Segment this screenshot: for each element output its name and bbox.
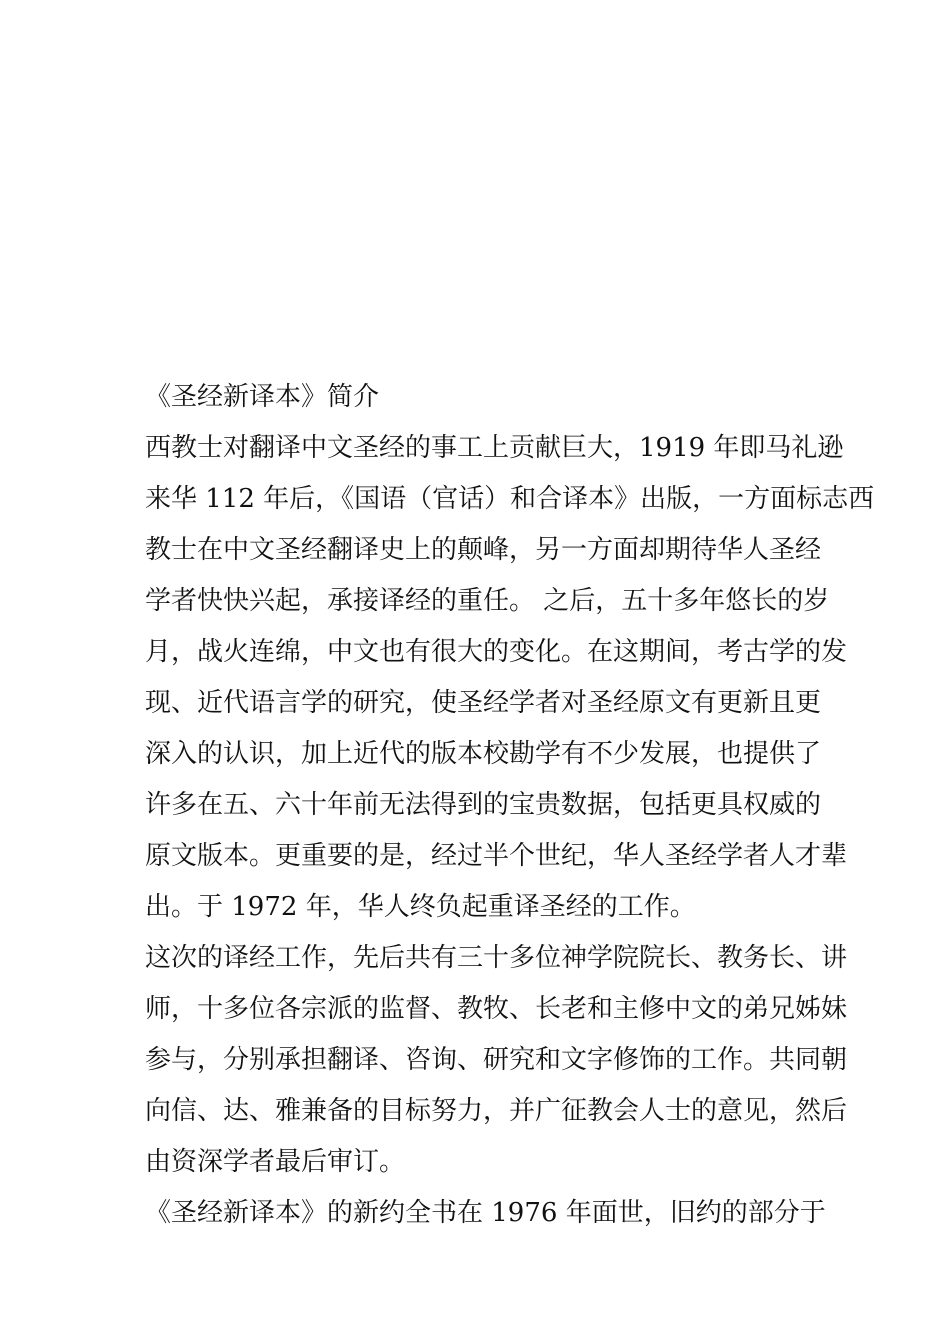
paragraph-line: 月，战火连绵，中文也有很大的变化。在这期间，考古学的发: [145, 637, 848, 667]
paragraph-line: 西教士对翻译中文圣经的事工上贡献巨大，1919 年即马礼逊: [145, 433, 844, 463]
paragraph-line: 由资深学者最后审订。: [145, 1147, 406, 1177]
paragraph-line: 出。于 1972 年，华人终负起重译圣经的工作。: [145, 892, 696, 922]
paragraph-line: 现、近代语言学的研究，使圣经学者对圣经原文有更新且更: [145, 688, 822, 718]
paragraph-line: 向信、达、雅兼备的目标努力，并广征教会人士的意见，然后: [145, 1096, 848, 1126]
paragraph-1: [145, 423, 875, 933]
paragraph-line: 来华 112 年后，《国语（官话）和合译本》出版，一方面标志西: [145, 484, 875, 514]
paragraph-3: [145, 1188, 826, 1239]
paragraph-line: 参与，分别承担翻译、咨询、研究和文字修饰的工作。共同朝: [145, 1045, 848, 1075]
paragraph-line: 原文版本。更重要的是，经过半个世纪，华人圣经学者人才辈: [145, 841, 848, 871]
paragraph-line: 许多在五、六十年前无法得到的宝贵数据，包括更具权威的: [145, 790, 822, 820]
paragraph-line: 学者快快兴起，承接译经的重任。 之后，五十多年悠长的岁: [145, 586, 830, 616]
paragraph-line: 深入的认识，加上近代的版本校勘学有不少发展，也提供了: [145, 739, 822, 769]
document-title: 《圣经新译本》简介: [145, 382, 380, 412]
paragraph-line: 这次的译经工作，先后共有三十多位神学院院长、教务长、讲: [145, 943, 848, 973]
paragraph-2: [145, 933, 848, 1188]
paragraph-line: 《圣经新译本》的新约全书在 1976 年面世，旧约的部分于: [145, 1198, 826, 1228]
document-body: [145, 372, 875, 1239]
paragraph-line: 师，十多位各宗派的监督、教牧、长老和主修中文的弟兄姊妹: [145, 994, 848, 1024]
paragraph-line: 教士在中文圣经翻译史上的颠峰，另一方面却期待华人圣经: [145, 535, 822, 565]
